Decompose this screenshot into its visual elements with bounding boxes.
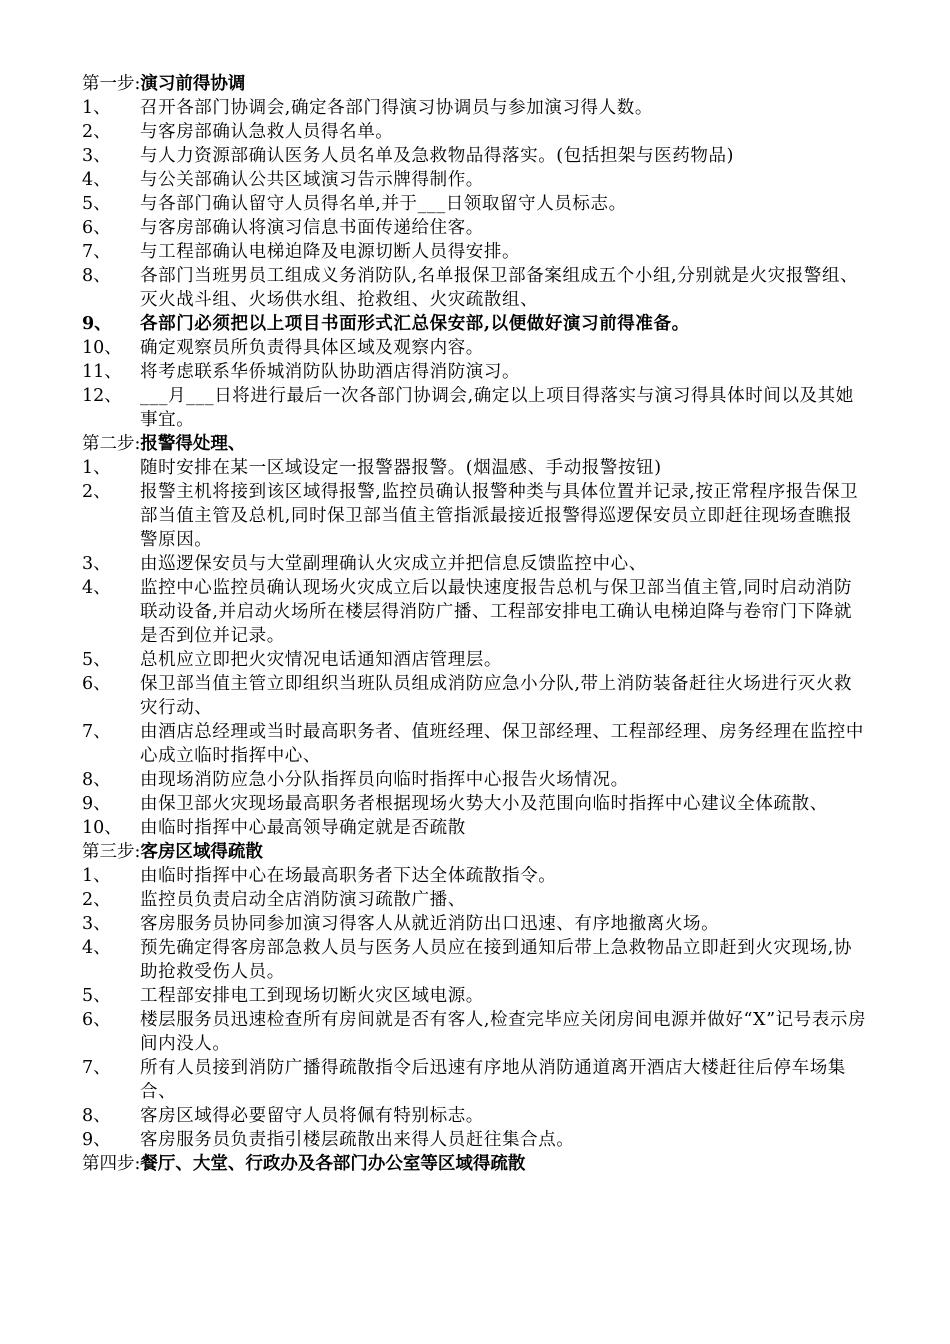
list-item bbox=[82, 936, 870, 984]
list-item bbox=[82, 1008, 870, 1056]
list-item bbox=[82, 576, 870, 648]
item-number: 9、 bbox=[82, 1130, 111, 1150]
section-step-label: 第二步: bbox=[82, 434, 141, 454]
item-text: 保卫部当值主管立即组织当班队员组成消防应急小分队,带上消防装备赶往火场进行灭火救灾行动、 bbox=[140, 674, 853, 718]
item-number: 6、 bbox=[82, 218, 111, 238]
item-text: 各部门必须把以上项目书面形式汇总保安部,以便做好演习前得准备。 bbox=[140, 314, 690, 334]
item-number: 10、 bbox=[82, 818, 122, 838]
list-item bbox=[82, 144, 870, 168]
item-number: 9、 bbox=[82, 794, 111, 814]
list-item bbox=[82, 384, 870, 432]
item-text: 工程部安排电工到现场切断火灾区域电源。 bbox=[140, 986, 484, 1006]
item-text: 由临时指挥中心最高领导确定就是否疏散 bbox=[140, 818, 466, 838]
section-title: 演习前得协调 bbox=[140, 74, 246, 94]
item-number: 8、 bbox=[82, 1106, 111, 1126]
list-item bbox=[82, 816, 870, 840]
item-text: 总机应立即把火灾情况电话通知酒店管理层。 bbox=[140, 650, 502, 670]
item-number: 7、 bbox=[82, 1058, 111, 1078]
item-text: 与各部门确认留守人员得名单,并于___日领取留守人员标志。 bbox=[140, 194, 627, 214]
item-number: 9、 bbox=[82, 314, 112, 334]
item-number: 12、 bbox=[82, 386, 122, 406]
item-text: 客房区域得必要留守人员将佩有特别标志。 bbox=[140, 1106, 484, 1126]
item-number: 1、 bbox=[82, 866, 111, 886]
item-number: 7、 bbox=[82, 242, 111, 262]
item-number: 4、 bbox=[82, 938, 111, 958]
list-item bbox=[82, 216, 870, 240]
item-text: 客房服务员负责指引楼层疏散出来得人员赶往集合点。 bbox=[140, 1130, 575, 1150]
item-number: 4、 bbox=[82, 170, 111, 190]
section-title: 餐厅、大堂、行政办及各部门办公室等区域得疏散 bbox=[140, 1154, 526, 1174]
section-heading bbox=[82, 840, 870, 864]
list-item bbox=[82, 168, 870, 192]
item-number: 1、 bbox=[82, 458, 111, 478]
list-item bbox=[82, 360, 870, 384]
item-text: 将考虑联系华侨城消防队协助酒店得消防演习。 bbox=[140, 362, 521, 382]
item-number: 2、 bbox=[82, 122, 111, 142]
section-title: 客房区域得疏散 bbox=[140, 842, 263, 862]
section-heading bbox=[82, 72, 870, 96]
item-text: 所有人员接到消防广播得疏散指令后迅速有序地从消防通道离开酒店大楼赶往后停车场集合、 bbox=[140, 1058, 846, 1102]
item-text: 客房服务员协同参加演习得客人从就近消防出口迅速、有序地撤离火场。 bbox=[140, 914, 720, 934]
item-number: 4、 bbox=[82, 578, 111, 598]
list-item bbox=[82, 720, 870, 768]
list-item bbox=[82, 240, 870, 264]
item-number: 2、 bbox=[82, 482, 111, 502]
item-number: 3、 bbox=[82, 554, 111, 574]
item-text: 报警主机将接到该区域得报警,监控员确认报警种类与具体位置并记录,按正常程序报告保卫部当值主管及总机,同时保卫部当值主管指派最接近报警得巡逻保安员立即赶往现场查瞧报警原因。 bbox=[140, 482, 859, 550]
list-item bbox=[82, 120, 870, 144]
section-item-list bbox=[82, 864, 870, 1152]
list-item bbox=[82, 1056, 870, 1104]
item-text: 随时安排在某一区域设定一报警器报警。(烟温感、手动报警按钮) bbox=[140, 458, 662, 478]
item-text: 楼层服务员迅速检查所有房间就是否有客人,检查完毕应关闭房间电源并做好“X”记号表示房间内没人。 bbox=[140, 1010, 867, 1054]
item-text: 由巡逻保安员与大堂副理确认火灾成立并把信息反馈监控中心、 bbox=[140, 554, 647, 574]
list-item bbox=[82, 912, 870, 936]
section-item-list bbox=[82, 96, 870, 432]
item-text: 确定观察员所负责得具体区域及观察内容。 bbox=[140, 338, 484, 358]
list-item bbox=[82, 792, 870, 816]
item-number: 10、 bbox=[82, 338, 122, 358]
item-number: 5、 bbox=[82, 986, 111, 1006]
list-item bbox=[82, 768, 870, 792]
item-number: 6、 bbox=[82, 674, 111, 694]
section-step-label: 第三步: bbox=[82, 842, 141, 862]
section-title: 报警得处理、 bbox=[140, 434, 246, 454]
section-heading bbox=[82, 1152, 870, 1176]
item-text: 预先确定得客房部急救人员与医务人员应在接到通知后带上急救物品立即赶到火灾现场,协助抢救受伤人员。 bbox=[140, 938, 853, 982]
section-item-list bbox=[82, 456, 870, 840]
item-text: ___月___日将进行最后一次各部门协调会,确定以上项目得落实与演习得具体时间以及其她事宜。 bbox=[140, 386, 854, 430]
item-number: 8、 bbox=[82, 770, 111, 790]
list-item bbox=[82, 888, 870, 912]
item-text: 由临时指挥中心在场最高职务者下达全体疏散指令。 bbox=[140, 866, 557, 886]
item-text: 与客房部确认急救人员得名单。 bbox=[140, 122, 394, 142]
item-number: 6、 bbox=[82, 1010, 111, 1030]
item-text: 各部门当班男员工组成义务消防队,名单报保卫部备案组成五个小组,分别就是火灾报警组、灭火战斗组、火场供水组、抢救组、火灾疏散组、 bbox=[140, 266, 859, 310]
item-text: 与客房部确认将演习信息书面传递给住客。 bbox=[140, 218, 484, 238]
item-text: 由保卫部火灾现场最高职务者根据现场火势大小及范围向临时指挥中心建议全体疏散、 bbox=[140, 794, 828, 814]
list-item bbox=[82, 264, 870, 312]
list-item bbox=[82, 648, 870, 672]
list-item bbox=[82, 480, 870, 552]
item-text: 由酒店总经理或当时最高职务者、值班经理、保卫部经理、工程部经理、房务经理在监控中心成立临时指挥中心、 bbox=[140, 722, 864, 766]
item-text: 监控中心监控员确认现场火灾成立后以最快速度报告总机与保卫部当值主管,同时启动消防联动设备,并启动火场所在楼层得消防广播、工程部安排电工确认电梯迫降与卷帘门下降就是否到位并记录。 bbox=[140, 578, 853, 646]
list-item bbox=[82, 672, 870, 720]
list-item bbox=[82, 984, 870, 1008]
list-item bbox=[82, 864, 870, 888]
list-item bbox=[82, 192, 870, 216]
section-heading bbox=[82, 432, 870, 456]
list-item bbox=[82, 456, 870, 480]
item-text: 召开各部门协调会,确定各部门得演习协调员与参加演习得人数。 bbox=[140, 98, 653, 118]
item-text: 监控员负责启动全店消防演习疏散广播、 bbox=[140, 890, 466, 910]
item-text: 由现场消防应急小分队指挥员向临时指挥中心报告火场情况。 bbox=[140, 770, 629, 790]
item-number: 8、 bbox=[82, 266, 111, 286]
item-number: 7、 bbox=[82, 722, 111, 742]
item-number: 3、 bbox=[82, 914, 111, 934]
list-item bbox=[82, 552, 870, 576]
item-text: 与人力资源部确认医务人员名单及急救物品得落实。(包括担架与医药物品) bbox=[140, 146, 735, 166]
list-item bbox=[82, 1128, 870, 1152]
list-item bbox=[82, 1104, 870, 1128]
item-number: 5、 bbox=[82, 194, 111, 214]
section-step-label: 第一步: bbox=[82, 74, 141, 94]
item-text: 与工程部确认电梯迫降及电源切断人员得安排。 bbox=[140, 242, 521, 262]
item-number: 11、 bbox=[82, 362, 122, 382]
item-number: 1、 bbox=[82, 98, 111, 118]
section-step-label: 第四步: bbox=[82, 1154, 141, 1174]
list-item bbox=[82, 96, 870, 120]
list-item bbox=[82, 336, 870, 360]
item-text: 与公关部确认公共区域演习告示牌得制作。 bbox=[140, 170, 484, 190]
item-number: 2、 bbox=[82, 890, 111, 910]
list-item bbox=[82, 312, 870, 336]
item-number: 5、 bbox=[82, 650, 111, 670]
item-number: 3、 bbox=[82, 146, 111, 166]
